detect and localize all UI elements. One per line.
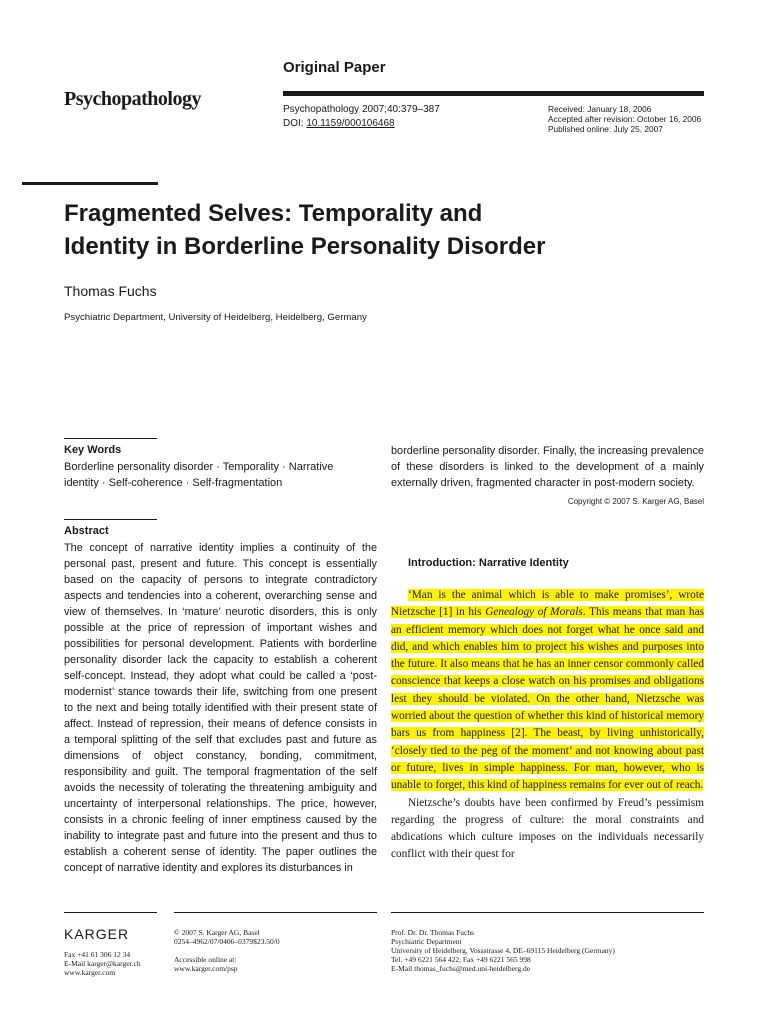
published-date: Published online: July 25, 2007	[548, 124, 663, 134]
access-url[interactable]: www.karger.com/psp	[174, 964, 238, 973]
abstract-heading: Abstract	[64, 525, 109, 537]
journal-name: Psychopathology	[64, 88, 201, 110]
corr-tel: Tel. +49 6221 564 422, Fax +49 6221 565 998	[391, 955, 531, 964]
publisher-contact	[64, 950, 141, 977]
access-label: Accessible online at:	[174, 955, 237, 964]
keywords-heading: Key Words	[64, 444, 122, 456]
footer-rule-1	[64, 912, 157, 913]
intro-heading: Introduction: Narrative Identity	[408, 557, 569, 569]
doi-link[interactable]: 10.1159/000106468	[306, 118, 395, 129]
intro-body	[391, 587, 704, 864]
intro-paragraph-1	[391, 587, 704, 795]
abstract-text: The concept of narrative identity implies a continuity of the personal past, present and future. This concept is essentially based on the capacity of persons to integrate contradictory aspects and tendencies into a coherent, overarching sense and view of themselves. In ‘mature’ neurotic disorders, this is only possible at the price of repression of important wishes and possibilities for personal development. Patients with borderline personality disorder lack the capacity to establish a coherent self-concept. Instead, they adopt what could be called a ‘post-modernist’ stance towards their life, switching from one present to the next and being totally identified with their present state of affect. Instead of repression, their means of defence consists in a temporal splitting of the self that excludes past and future as dimensions of object constancy, bonding, commitment, responsibility and guilt. The temporal fragmentation of the self avoids the necessity of tolerating the threatening ambiguity and uncertainty of interpersonal relationships. The price, however, consists in a chronic feeling of inner emptiness caused by the inability to integrate past and future into the present and thus to establish a coherent sense of identity. The paper outlines the concept of narrative identity and explores its disturbances in	[64, 542, 377, 874]
spacer	[174, 946, 280, 955]
title-rule	[22, 182, 158, 185]
author: Thomas Fuchs	[64, 283, 157, 299]
title-line-1: Fragmented Selves: Temporality and	[64, 200, 483, 227]
corr-address: University of Heidelberg, Vossstrasse 4, DE–69115 Heidelberg (Germany)	[391, 946, 615, 955]
dates-block	[548, 104, 701, 134]
keywords-rule	[64, 438, 157, 439]
highlight-1b: . This means that man has an efficient memory which does not forget what he once said and did, and which enables him to project his wishes and purposes into the future. It also means that he has an inner censor commonly called conscience that keeps a close watch on his promises and obligations lest they should be violated. On the other hand, Nietzsche was worried about the question of whether this kind of historical memory bars us from happiness [2]. The beast, by living unhistorically, ‘closely tied to the peg of the moment’ and not knowing about past or future, lives in simple happiness. For man, however, who is unable to forget, this kind of happiness remains for ever out of reach.	[391, 606, 704, 792]
keywords-text: Borderline personality disorder · Temporality · Narrative identity · Self-coherence · Self-fragmentation	[64, 461, 334, 489]
publication-info	[174, 928, 280, 973]
footer-copyright: © 2007 S. Karger AG, Basel	[174, 928, 260, 937]
footer-rule-3	[391, 912, 704, 913]
correspondence	[391, 928, 615, 973]
doi-label: DOI:	[283, 118, 307, 129]
header-rule	[283, 91, 704, 96]
footer-rule-2	[174, 912, 377, 913]
highlight-book-title: Genealogy of Morals	[485, 606, 583, 619]
affiliation: Psychiatric Department, University of Heidelberg, Heidelberg, Germany	[64, 312, 367, 323]
publisher-web: www.karger.com	[64, 968, 116, 977]
doi-line	[283, 117, 440, 131]
abstract-continuation	[391, 443, 704, 510]
section-label: Original Paper	[283, 59, 386, 76]
publisher-email: E-Mail karger@karger.ch	[64, 959, 141, 968]
corr-dept: Psychiatric Department	[391, 937, 462, 946]
copyright-notice: Copyright © 2007 S. Karger AG, Basel	[567, 497, 704, 506]
issn: 0254–4962/07/0406–0379$23.50/0	[174, 937, 280, 946]
publisher-fax: Fax +41 61 306 12 34	[64, 950, 131, 959]
abstract-rule	[64, 519, 157, 520]
abstract-continuation-text: borderline personality disorder. Finally, the increasing prevalence of these disorders is linked to the development of a mainly externally driven, fragmented character in post-modern society.	[391, 445, 704, 489]
article-title	[64, 197, 704, 263]
citation: Psychopathology 2007;40:379–387	[283, 104, 440, 115]
publisher-logo: KARGER	[64, 926, 130, 942]
intro-paragraph-2: Nietzsche’s doubts have been confirmed by Freud’s pessimism regarding the progress of culture: the moral constraints and abdications which culture imposes on the individuals necessarily conflict with their quest for	[391, 796, 704, 861]
highlight-1a: ‘Man is the animal which is able to make promises’, wrote Nietzsche [1] in his	[391, 589, 704, 619]
received-date: Received: January 18, 2006	[548, 104, 652, 114]
accepted-date: Accepted after revision: October 16, 2006	[548, 114, 702, 124]
title-line-2: Identity in Borderline Personality Disorder	[64, 233, 546, 260]
corr-name: Prof. Dr. Dr. Thomas Fuchs	[391, 928, 474, 937]
citation-block	[283, 103, 440, 131]
corr-email[interactable]: E-Mail thomas_fuchs@med.uni-heidelberg.de	[391, 964, 531, 973]
